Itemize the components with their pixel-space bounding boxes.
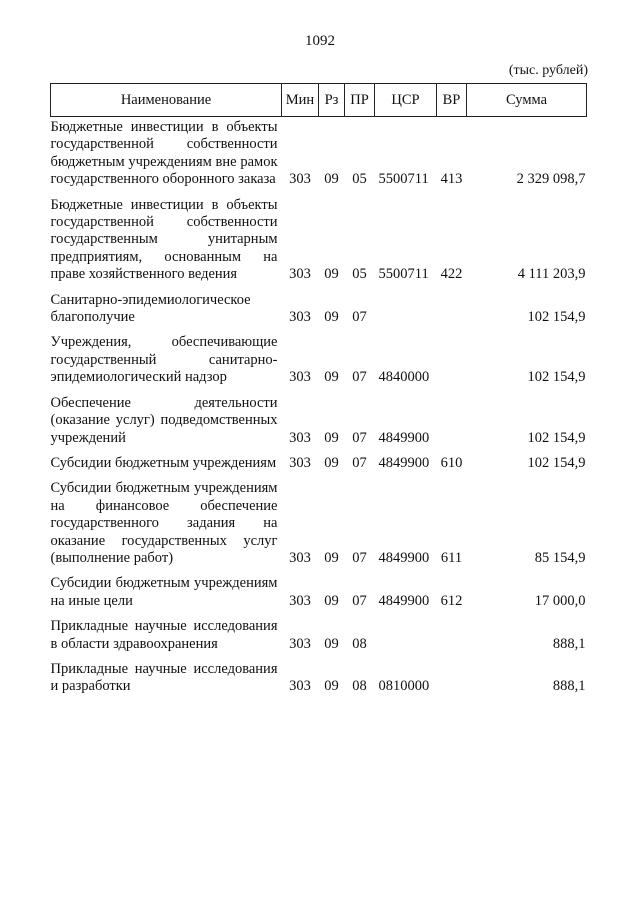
- row-name: Прикладные научные исследования и разработки: [50, 660, 278, 695]
- table-row: [51, 284, 587, 327]
- row-rz: 09: [324, 309, 339, 326]
- row-pr: 05: [352, 266, 367, 283]
- row-vr: [437, 653, 467, 696]
- row-csr: 4849900: [378, 454, 430, 471]
- budget-table: [50, 83, 587, 696]
- row-sum: 4 111 203,9: [517, 266, 586, 283]
- row-name: Учреждения, обеспечивающие государственный санитарно-эпидемиологический надзор: [50, 334, 278, 386]
- row-sum: 888,1: [552, 635, 586, 652]
- header-csr: ЦСР: [375, 84, 437, 117]
- row-vr: 612: [440, 592, 463, 609]
- row-pr: 07: [352, 549, 367, 566]
- row-rz: 09: [324, 369, 339, 386]
- row-name: Субсидии бюджетным учреждениям на иные цели: [50, 575, 278, 609]
- header-rz: Рз: [319, 84, 345, 117]
- row-vr: [437, 387, 467, 447]
- row-min: 303: [289, 549, 311, 566]
- row-name: Санитарно-эпидемиологическое благополучие: [50, 291, 251, 326]
- row-min: 303: [289, 171, 311, 188]
- header-pr: ПР: [345, 84, 375, 117]
- row-pr: 05: [352, 171, 367, 188]
- row-rz: 09: [324, 635, 339, 652]
- row-min: 303: [289, 309, 311, 326]
- row-name: Бюджетные инвестиции в объекты государственной собственности государственным унитарным предприятиям, основанным на праве хозяйственного ведения: [50, 196, 278, 283]
- table-row: [51, 189, 587, 284]
- row-min: 303: [289, 454, 311, 471]
- row-pr: 07: [352, 592, 367, 609]
- table-row: [51, 567, 587, 610]
- row-csr: 4849900: [378, 429, 430, 446]
- row-vr: [437, 610, 467, 653]
- row-pr: 07: [352, 369, 367, 386]
- row-name: Субсидии бюджетным учреждениям на финансовое обеспечение государственного задания на оказание государственных услуг (выполнение работ): [50, 480, 278, 566]
- header-sum: Сумма: [467, 84, 587, 117]
- row-min: 303: [289, 429, 311, 446]
- table-row: [51, 447, 587, 472]
- row-csr: 4849900: [378, 592, 430, 609]
- row-min: 303: [289, 678, 311, 695]
- table-row: [51, 117, 587, 189]
- row-name: Обеспечение деятельности (оказание услуг) подведомственных учреждений: [50, 394, 278, 446]
- row-name: Бюджетные инвестиции в объекты государственной собственности бюджетным учреждениям вне рамок государственного оборонного заказа: [50, 119, 278, 188]
- row-sum: 102 154,9: [527, 429, 586, 446]
- row-pr: 08: [352, 678, 367, 695]
- row-rz: 09: [324, 592, 339, 609]
- row-vr: 611: [440, 549, 463, 566]
- row-rz: 09: [324, 549, 339, 566]
- row-name: Прикладные научные исследования в области здравоохранения: [50, 618, 278, 652]
- row-csr: 5500711: [378, 171, 429, 188]
- row-rz: 09: [324, 266, 339, 283]
- row-sum: 102 154,9: [527, 369, 586, 386]
- row-min: 303: [289, 635, 311, 652]
- row-vr: 413: [440, 171, 463, 188]
- row-sum: 102 154,9: [527, 454, 586, 471]
- row-rz: 09: [324, 678, 339, 695]
- table-row: [51, 472, 587, 567]
- table-row: [51, 326, 587, 386]
- row-csr: 4849900: [378, 549, 430, 566]
- row-pr: 07: [352, 309, 367, 326]
- row-vr: [437, 284, 467, 327]
- row-sum: 85 154,9: [534, 549, 586, 566]
- row-csr: 0810000: [378, 678, 430, 695]
- row-pr: 07: [352, 429, 367, 446]
- row-sum: 17 000,0: [534, 592, 586, 609]
- row-csr: [375, 284, 437, 327]
- row-min: 303: [289, 369, 311, 386]
- row-min: 303: [289, 592, 311, 609]
- row-name: Субсидии бюджетным учреждениям: [50, 454, 277, 471]
- row-vr: 610: [440, 454, 463, 471]
- table-row: [51, 387, 587, 447]
- row-vr: [437, 326, 467, 386]
- header-min: Мин: [282, 84, 319, 117]
- row-min: 303: [289, 266, 311, 283]
- row-vr: 422: [440, 266, 463, 283]
- units-note: (тыс. рублей): [508, 63, 588, 78]
- row-sum: 102 154,9: [527, 309, 586, 326]
- header-vr: ВР: [437, 84, 467, 117]
- table-row: [51, 610, 587, 653]
- row-pr: 07: [352, 454, 367, 471]
- row-sum: 888,1: [552, 678, 586, 695]
- row-rz: 09: [324, 171, 339, 188]
- table-header-row: [51, 84, 587, 117]
- header-name: Наименование: [51, 84, 282, 117]
- page-number: 1092: [305, 33, 335, 49]
- row-csr: [375, 610, 437, 653]
- table-row: [51, 653, 587, 696]
- row-rz: 09: [324, 454, 339, 471]
- row-rz: 09: [324, 429, 339, 446]
- row-csr: 5500711: [378, 266, 429, 283]
- row-pr: 08: [352, 635, 367, 652]
- row-csr: 4840000: [378, 369, 430, 386]
- row-sum: 2 329 098,7: [516, 171, 586, 188]
